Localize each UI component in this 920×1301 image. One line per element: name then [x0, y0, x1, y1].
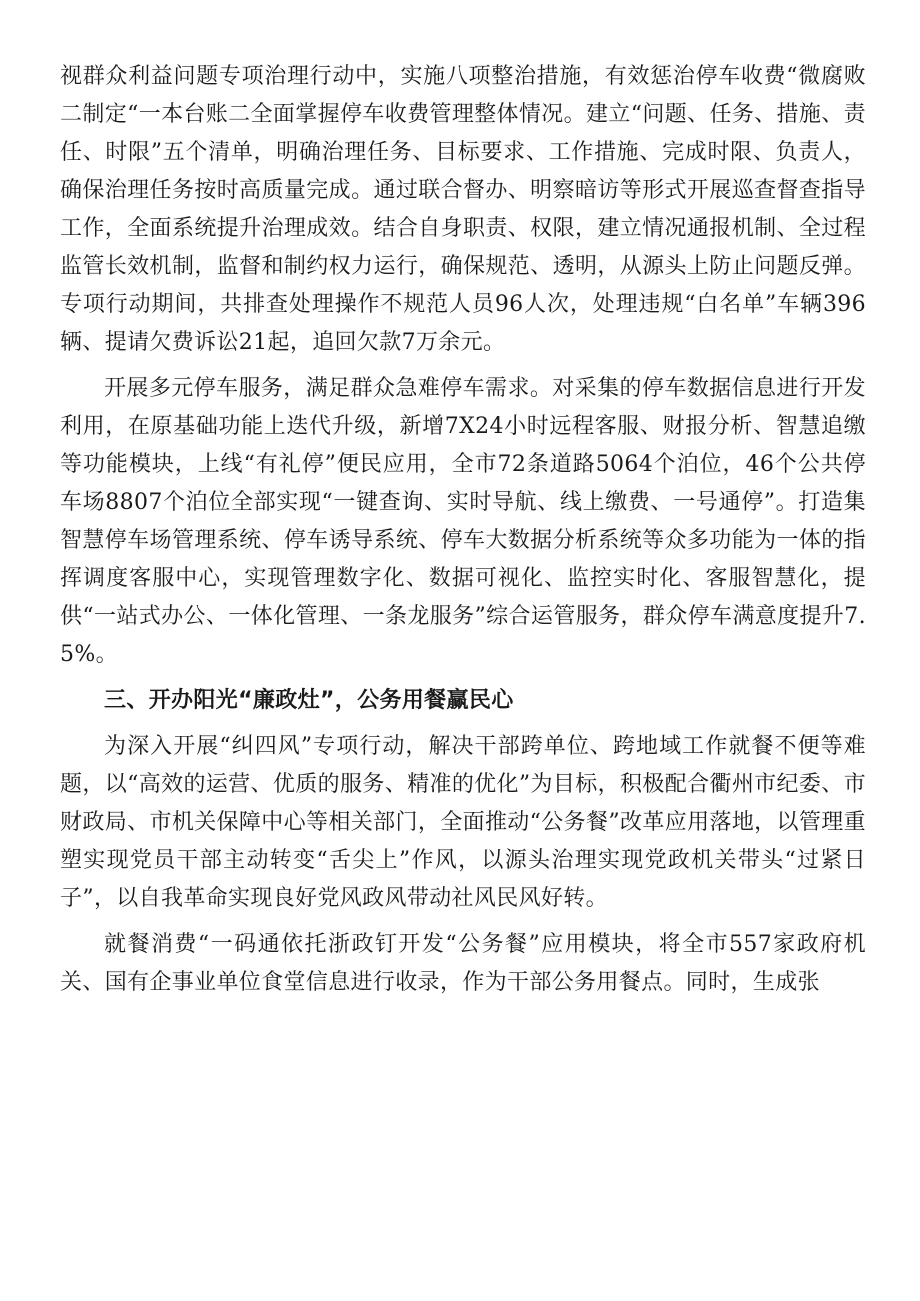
document-page — [60, 58, 866, 1002]
body-paragraph: 开展多元停车服务，满足群众急难停车需求。对采集的停车数据信息进行开发利用，在原基础功能上迭代升级，新增7X24小时远程客服、财报分析、智慧追缴等功能模块，上线“有礼停”便民应用，全市72条道路5064个泊位，46个公共停车场8807个泊位全部实现“一键查询、实时导航、线上缴费、一号通停”。打造集智慧停车场管理系统、停车诱导系统、停车大数据分析系统等众多功能为一体的指挥调度客服中心，实现管理数字化、数据可视化、监控实时化、客服智慧化，提供“一站式办公、一体化管理、一条龙服务”综合运管服务，群众停车满意度提升7.5%。 — [60, 376, 866, 667]
body-paragraph: 为深入开展“纠四风”专项行动，解决干部跨单位、跨地域工作就餐不便等难题，以“高效的运营、优质的服务、精准的优化”为目标，积极配合衢州市纪委、市财政局、市机关保障中心等相关部门，全面推动“公务餐”改革应用落地，以管理重塑实现党员干部主动转变“舌尖上”作风，以源头治理实现党政机关带头“过紧日子”，以自我革命实现良好党风政风带动社风民风好转。 — [60, 734, 866, 911]
body-paragraph: 就餐消费“一码通依托浙政钉开发“公务餐”应用模块，将全市557家政府机关、国有企事业单位食堂信息进行收录，作为干部公务用餐点。同时，生成张 — [60, 932, 866, 995]
body-paragraph: 视群众利益问题专项治理行动中，实施八项整治措施，有效惩治停车收费“微腐败二制定“一本台账二全面掌握停车收费管理整体情况。建立“问题、任务、措施、责任、时限”五个清单，明确治理任务、目标要求、工作措施、完成时限、负责人，确保治理任务按时高质量完成。通过联合督办、明察暗访等形式开展巡查督查指导工作，全面系统提升治理成效。结合自身职责、权限，建立情况通报机制、全过程监管长效机制，监督和制约权力运行，确保规范、透明，从源头上防止问题反弹。专项行动期间，共排查处理操作不规范人员96人次，处理违规“白名单”车辆396辆、提请欠费诉讼21起，追回欠款7万余元。 — [60, 64, 866, 355]
section-heading: 三、开办阳光“廉政灶”，公务用餐赢民心 — [104, 688, 514, 713]
